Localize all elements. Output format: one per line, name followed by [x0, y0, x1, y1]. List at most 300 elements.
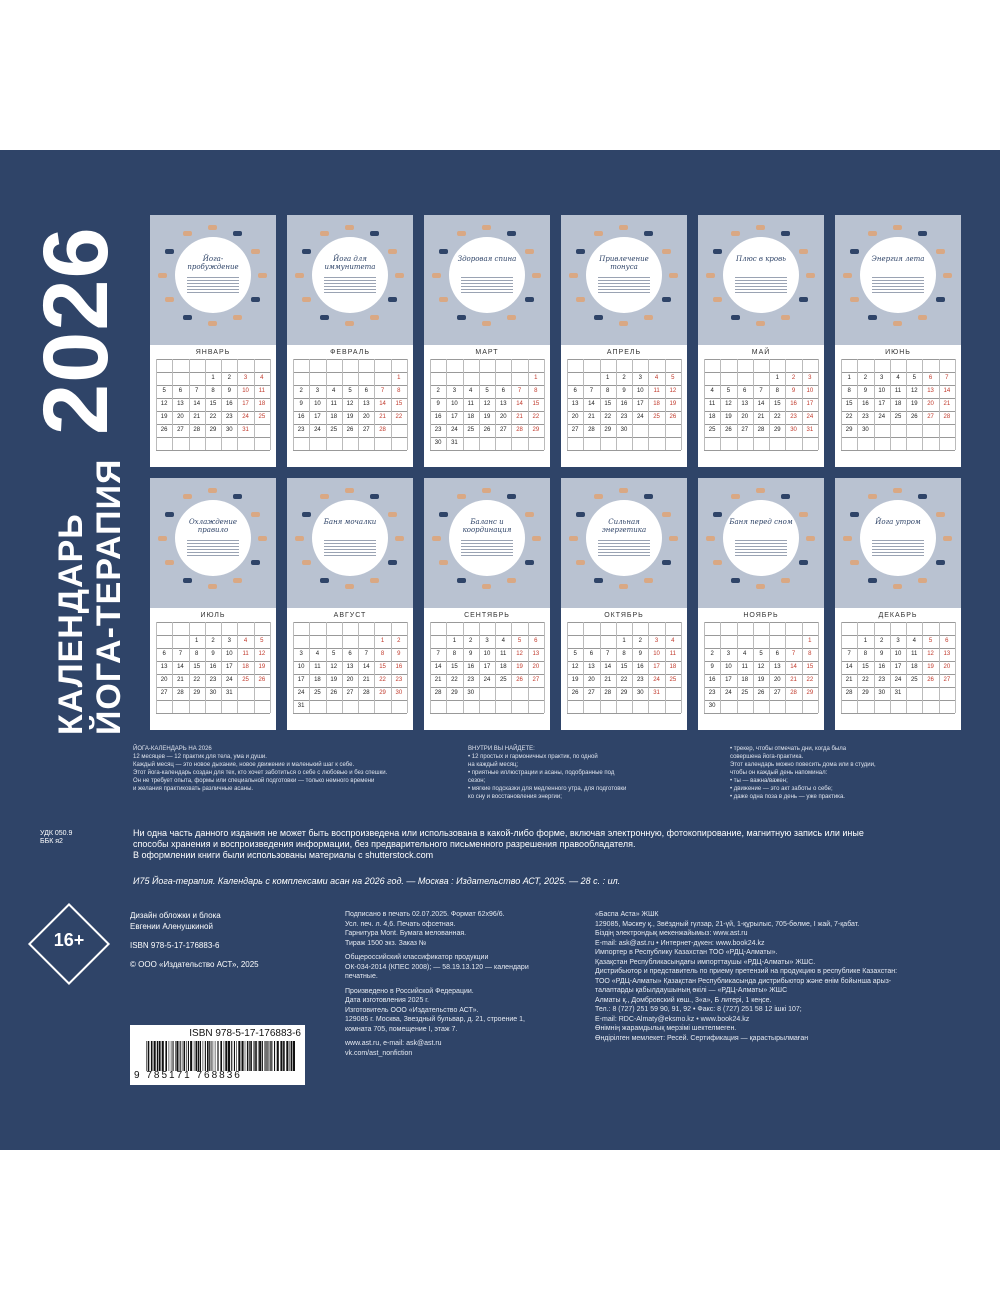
calendar-day: 24 — [636, 414, 644, 420]
calendar-day: 20 — [943, 664, 951, 670]
calendar-day: 28 — [588, 427, 595, 433]
calendar-day: 22 — [773, 414, 781, 420]
imprint-line: комната 705, помещение I, этаж 7. — [345, 1025, 458, 1033]
yoga-pose-figure — [251, 512, 260, 517]
barcode-bar — [283, 1041, 285, 1071]
calendar-day: 21 — [845, 677, 853, 683]
theme-description-lines — [598, 540, 650, 556]
calendar-day: 11 — [709, 401, 716, 407]
calendar-day: 27 — [927, 414, 934, 420]
grid-line — [818, 622, 819, 713]
calendar-day: 9 — [397, 651, 401, 657]
title-yoga-therapy: ЙОГА-ТЕРАПИЯ — [90, 458, 128, 735]
calendar-day: 17 — [894, 664, 902, 670]
theme-description-lines — [187, 540, 239, 556]
calendar-day: 28 — [516, 427, 523, 433]
yoga-pose-figure — [850, 297, 859, 302]
imprint-line: Изготовитель ООО «Издательство АСТ». — [345, 1006, 479, 1014]
calendar-day: 22 — [451, 677, 458, 683]
calendar-day: 11 — [258, 388, 265, 394]
calendar-day: 17 — [878, 401, 886, 407]
yoga-pose-figure — [713, 249, 722, 254]
calendar-day: 21 — [943, 401, 951, 407]
calendar-day: 7 — [606, 651, 610, 657]
calendar-day: 25 — [258, 414, 266, 420]
age-rating-text: 16+ — [53, 930, 85, 950]
yoga-pose-figure — [258, 536, 267, 541]
barcode-digits: 9 785171 768836 — [134, 1070, 242, 1081]
yoga-pose-figure — [165, 249, 174, 254]
yoga-pose-figure — [208, 488, 217, 493]
calendar-day: 21 — [193, 414, 201, 420]
month-name: ФЕВРАЛЬ — [330, 349, 370, 356]
calendar-day: 7 — [517, 388, 522, 394]
grid-line — [955, 359, 956, 450]
calendar-day: 19 — [571, 677, 579, 683]
calendar-day: 18 — [499, 664, 507, 670]
calendar-day: 18 — [314, 677, 321, 683]
yoga-pose-figure — [868, 315, 877, 320]
calendar-day: 31 — [297, 703, 305, 709]
calendar-day: 13 — [588, 664, 595, 670]
calendar-day: 21 — [434, 677, 442, 683]
calendar-day: 23 — [708, 690, 716, 696]
month-card — [150, 215, 276, 467]
calendar-day: 14 — [757, 401, 765, 407]
yoga-pose-figure — [457, 231, 466, 236]
barcode-bar — [250, 1041, 252, 1071]
yoga-pose-figure — [713, 297, 722, 302]
month-theme: Йога-пробуждение — [187, 255, 239, 271]
grid-line — [704, 450, 818, 451]
month-name: АВГУСТ — [333, 612, 367, 619]
calendar-day: 16 — [225, 401, 233, 407]
calendar-day: 23 — [395, 677, 403, 683]
yoga-pose-figure — [576, 249, 585, 254]
yoga-pose-figure — [165, 512, 174, 517]
calendar-day: 12 — [346, 401, 354, 407]
calendar-day: 25 — [314, 690, 321, 696]
calendar-day: 1 — [808, 638, 812, 644]
calendar-day: 27 — [588, 690, 595, 696]
barcode-image — [146, 1041, 296, 1071]
yoga-pose-figure — [756, 321, 765, 326]
calendar-day: 6 — [589, 651, 594, 657]
calendar-day: 12 — [516, 651, 523, 657]
barcode-bar — [259, 1041, 261, 1071]
calendar-day: 6 — [364, 388, 368, 394]
calendar-day: 11 — [330, 401, 337, 407]
calendar-day: 29 — [451, 690, 458, 696]
calendar-day: 1 — [211, 375, 215, 381]
theme-description-lines — [598, 277, 650, 293]
barcode-bar — [200, 1041, 201, 1071]
calendar-day: 15 — [845, 401, 853, 407]
yoga-pose-figure — [594, 578, 603, 583]
calendar-day: 1 — [452, 638, 457, 644]
calendar-day: 11 — [669, 651, 676, 657]
tracker-block — [730, 745, 970, 801]
grid-line — [818, 359, 819, 450]
calendar-day: 31 — [806, 427, 814, 433]
yoga-pose-figure — [843, 536, 852, 541]
inside-heading: ВНУТРИ ВЫ НАЙДЕТЕ: — [468, 746, 535, 752]
title-year: 2026 — [25, 226, 127, 435]
yoga-pose-figure — [569, 273, 578, 278]
yoga-pose-figure — [457, 494, 466, 499]
yoga-pose-figure — [482, 225, 491, 230]
calendar-day: 17 — [242, 401, 249, 407]
barcode-bar — [213, 1041, 214, 1071]
yoga-pose-figure — [781, 231, 790, 236]
calendar-day: 15 — [193, 664, 201, 670]
calendar-day: 9 — [710, 664, 714, 670]
udk-code: УДК 050.9 — [40, 830, 73, 837]
calendar-day: 31 — [894, 690, 902, 696]
calendar-day: 27 — [346, 690, 354, 696]
imprint-line: Дата изготовления 2025 г. — [345, 997, 429, 1004]
calendar-day: 13 — [346, 664, 354, 670]
yoga-pose-figure — [302, 560, 311, 565]
calendar-day: 11 — [894, 388, 902, 394]
yoga-pose-figure — [806, 273, 815, 278]
calendar-day: 26 — [927, 677, 934, 683]
kz-info-line: Дистрибьютор и представитель по приему претензий на продукцию в республике Казахстан: — [595, 968, 898, 975]
yoga-pose-figure — [893, 488, 902, 493]
calendar-day: 14 — [434, 664, 442, 670]
yoga-pose-figure — [706, 273, 715, 278]
barcode-bar — [207, 1041, 209, 1071]
calendar-day: 9 — [299, 401, 303, 407]
yoga-pose-figure — [165, 560, 174, 565]
barcode-bar — [169, 1041, 170, 1071]
month-name: ЯНВАРЬ — [195, 349, 231, 356]
grid-line — [156, 713, 270, 714]
yoga-pose-figure — [532, 273, 541, 278]
yoga-pose-figure — [388, 297, 397, 302]
barcode-bar — [190, 1041, 192, 1071]
month-card — [424, 478, 550, 730]
calendar-day: 8 — [534, 388, 538, 394]
calendar-day: 2 — [791, 375, 796, 381]
barcode-bar — [186, 1041, 187, 1071]
calendar-day: 8 — [195, 651, 199, 657]
calendar-day: 4 — [501, 638, 505, 644]
kz-info-line: Біздің электрондық мекенжайымыз: www.ast.ru — [595, 930, 748, 937]
barcode-bar — [236, 1041, 237, 1071]
theme-description-lines — [187, 277, 239, 293]
calendar-day: 2 — [469, 638, 473, 644]
barcode-bar — [182, 1041, 183, 1071]
grid-line — [270, 622, 271, 713]
yoga-pose-figure — [799, 560, 808, 565]
calendar-day: 8 — [452, 651, 457, 657]
calendar-day: 5 — [671, 375, 675, 381]
barcode-bar — [270, 1041, 271, 1071]
theme-circle — [723, 500, 799, 576]
yoga-pose-figure — [850, 560, 859, 565]
calendar-day: 29 — [193, 690, 201, 696]
calendar-day: 4 — [654, 375, 659, 381]
barcode-bar — [265, 1041, 266, 1071]
calendar-day: 6 — [534, 638, 538, 644]
theme-circle — [860, 237, 936, 313]
calendar-day: 6 — [775, 651, 779, 657]
month-theme: Сильная энергетика — [601, 518, 647, 534]
calendar-day: 10 — [225, 651, 233, 657]
calendar-day: 19 — [669, 401, 677, 407]
inside-block — [468, 745, 708, 801]
barcode-bar — [255, 1041, 257, 1071]
calendar-day: 5 — [517, 638, 522, 644]
calendar-day: 16 — [790, 401, 797, 407]
yoga-pose-figure — [345, 488, 354, 493]
calendar-day: 30 — [467, 690, 475, 696]
imprint-line: 129085 г. Москва, Звездный бульвар, д. 21, строение 1, — [345, 1016, 525, 1023]
barcode-bar — [254, 1041, 255, 1071]
calendar-day: 18 — [258, 401, 266, 407]
calendar-day: 12 — [757, 664, 765, 670]
yoga-pose-figure — [893, 321, 902, 326]
calendar-day: 9 — [469, 651, 473, 657]
month-calendar-grid — [430, 622, 544, 726]
calendar-day: 11 — [911, 651, 918, 657]
calendar-day: 7 — [945, 375, 949, 381]
imprint-line: Общероссийский классификатор продукции — [345, 954, 489, 961]
yoga-pose-figure — [644, 231, 653, 236]
calendar-day: 28 — [943, 414, 951, 420]
barcode-bar — [231, 1041, 232, 1071]
barcode-label — [130, 1025, 305, 1085]
isbn-text: ISBN 978-5-17-176883-6 — [130, 941, 220, 950]
yoga-pose-figure — [482, 488, 491, 493]
theme-circle — [175, 237, 251, 313]
calendar-day: 24 — [242, 414, 249, 420]
calendar-day: 30 — [434, 440, 442, 446]
grid-line — [544, 359, 545, 450]
calendar-day: 19 — [725, 414, 732, 420]
grid-line — [955, 622, 956, 713]
yoga-pose-figure — [320, 315, 329, 320]
yoga-pose-figure — [158, 536, 167, 541]
calendar-day: 30 — [209, 690, 217, 696]
yoga-pose-figure — [208, 321, 217, 326]
calendar-day: 31 — [225, 690, 233, 696]
calendar-day: 8 — [808, 651, 812, 657]
calendar-day: 11 — [500, 651, 507, 657]
calendar-day: 31 — [451, 440, 458, 446]
tracker-line: совершена йога-практика. — [730, 754, 804, 760]
calendar-day: 17 — [483, 664, 491, 670]
calendar-day: 6 — [178, 388, 183, 394]
intro-block — [133, 745, 453, 793]
calendar-day: 17 — [725, 677, 732, 683]
calendar-day: 25 — [330, 427, 338, 433]
calendar-day: 14 — [379, 401, 386, 407]
month-illustration — [424, 215, 550, 345]
yoga-pose-figure — [525, 512, 534, 517]
calendar-day: 15 — [395, 401, 403, 407]
barcode-bar — [151, 1041, 153, 1071]
calendar-day: 26 — [516, 677, 523, 683]
calendar-day: 13 — [532, 651, 540, 657]
imprint-line: Тираж 1500 экз. Заказ № — [345, 939, 427, 947]
yoga-pose-figure — [370, 494, 379, 499]
calendar-day: 25 — [653, 414, 660, 420]
yoga-pose-figure — [868, 494, 877, 499]
grid-line — [544, 622, 545, 713]
theme-circle — [449, 237, 525, 313]
theme-description-lines — [324, 277, 376, 293]
yoga-pose-figure — [850, 249, 859, 254]
yoga-pose-figure — [918, 231, 927, 236]
design-line: Евгении Аленушкиной — [130, 922, 213, 931]
calendar-day: 19 — [757, 677, 765, 683]
calendar-day: 25 — [242, 677, 249, 683]
barcode-bar — [198, 1041, 200, 1071]
barcode-bar — [218, 1041, 219, 1071]
calendar-day: 5 — [260, 638, 264, 644]
yoga-pose-figure — [893, 584, 902, 589]
calendar-day: 28 — [790, 690, 797, 696]
calendar-day: 12 — [910, 388, 918, 394]
month-theme: Охлаждение правило — [188, 518, 238, 534]
tracker-line: • трекер, чтобы отмечать дни, когда была — [730, 746, 847, 752]
grid-line — [567, 713, 681, 714]
calendar-day: 26 — [258, 677, 266, 683]
month-theme: Баня перед сном — [729, 518, 793, 526]
calendar-day: 29 — [209, 427, 217, 433]
calendar-day: 19 — [258, 664, 266, 670]
yoga-pose-figure — [619, 225, 628, 230]
calendar-day: 22 — [379, 677, 386, 683]
calendar-day: 21 — [362, 677, 370, 683]
classification-codes — [40, 830, 120, 846]
calendar-day: 19 — [160, 414, 168, 420]
yoga-pose-figure — [713, 512, 722, 517]
yoga-pose-figure — [388, 512, 397, 517]
calendar-day: 13 — [160, 664, 168, 670]
calendar-day: 22 — [862, 677, 869, 683]
calendar-day: 30 — [620, 427, 628, 433]
calendar-day: 22 — [209, 414, 217, 420]
calendar-day: 22 — [532, 414, 540, 420]
calendar-day: 4 — [469, 388, 473, 394]
yoga-pose-figure — [936, 512, 945, 517]
calendar-day: 20 — [177, 414, 184, 420]
calendar-day: 2 — [299, 388, 303, 394]
calendar-day: 26 — [483, 427, 491, 433]
calendar-day: 22 — [620, 677, 628, 683]
yoga-pose-figure — [756, 225, 765, 230]
barcode-bar — [148, 1041, 150, 1071]
calendar-day: 11 — [467, 401, 474, 407]
yoga-pose-figure — [644, 578, 653, 583]
kz-info-line: «Баспа Аста» ЖШК — [595, 911, 659, 918]
calendar-day: 23 — [862, 414, 869, 420]
intro-heading: ЙОГА-КАЛЕНДАРЬ НА 2026 — [133, 746, 212, 752]
yoga-pose-figure — [320, 578, 329, 583]
barcode-bar — [267, 1041, 268, 1071]
barcode-bar — [175, 1041, 176, 1071]
intro-line: и желания практиковать различные асаны. — [133, 786, 254, 792]
calendar-day: 25 — [894, 414, 902, 420]
calendar-day: 5 — [162, 388, 166, 394]
calendar-day: 11 — [314, 664, 321, 670]
yoga-pose-figure — [669, 273, 678, 278]
month-illustration — [698, 478, 824, 608]
yoga-pose-figure — [731, 231, 740, 236]
calendar-day: 14 — [516, 401, 523, 407]
yoga-pose-figure — [525, 297, 534, 302]
calendar-day: 17 — [806, 401, 814, 407]
calendar-day: 30 — [878, 690, 886, 696]
calendar-day: 22 — [604, 414, 612, 420]
calendar-day: 3 — [485, 638, 489, 644]
calendar-day: 3 — [654, 638, 659, 644]
yoga-pose-figure — [781, 315, 790, 320]
yoga-pose-figure — [345, 584, 354, 589]
barcode-bar — [205, 1041, 206, 1071]
month-card — [287, 478, 413, 730]
calendar-day: 26 — [757, 690, 765, 696]
yoga-pose-figure — [251, 249, 260, 254]
barcode-bar — [176, 1041, 178, 1071]
yoga-pose-figure — [619, 321, 628, 326]
barcode-bar — [184, 1041, 186, 1071]
citation: И75 Йога-терапия. Календарь с комплексами асан на 2026 год. — Москва : Издательство АСТ, 2025. — 28 с. : ил. — [133, 876, 621, 886]
yoga-pose-figure — [395, 273, 404, 278]
inside-item: на каждый месяц; — [468, 762, 519, 768]
calendar-day: 16 — [467, 664, 475, 670]
month-calendar-grid — [156, 622, 270, 726]
yoga-pose-figure — [532, 536, 541, 541]
barcode-bar — [291, 1041, 293, 1071]
calendar-day: 3 — [315, 388, 320, 394]
calendar-day: 14 — [177, 664, 184, 670]
yoga-pose-figure — [395, 536, 404, 541]
calendar-day: 9 — [622, 388, 626, 394]
grid-line — [681, 622, 682, 713]
calendar-day: 25 — [910, 677, 918, 683]
barcode-bar — [234, 1041, 235, 1071]
calendar-day: 3 — [299, 651, 303, 657]
yoga-pose-figure — [893, 225, 902, 230]
barcode-bar — [171, 1041, 172, 1071]
calendar-day: 24 — [451, 427, 458, 433]
calendar-day: 16 — [708, 677, 716, 683]
calendar-day: 18 — [669, 664, 677, 670]
calendar-day: 14 — [362, 664, 370, 670]
calendar-day: 23 — [297, 427, 305, 433]
calendar-day: 20 — [499, 414, 507, 420]
yoga-pose-figure — [918, 578, 927, 583]
month-card — [698, 478, 824, 730]
calendar-day: 2 — [436, 388, 440, 394]
tracker-line: • движение — это акт заботы о себе; — [730, 786, 833, 792]
calendar-day: 22 — [193, 677, 201, 683]
calendar-day: 27 — [177, 427, 184, 433]
calendar-day: 17 — [225, 664, 233, 670]
calendar-day: 2 — [211, 638, 215, 644]
yoga-pose-figure — [706, 536, 715, 541]
month-theme: Здоровая спина — [457, 255, 517, 263]
calendar-day: 20 — [927, 401, 934, 407]
month-name: ОКТЯБРЬ — [604, 612, 644, 619]
yoga-pose-figure — [576, 560, 585, 565]
imprint-line: www.ast.ru, e-mail: ask@ast.ru — [345, 1040, 442, 1047]
yoga-pose-figure — [457, 315, 466, 320]
